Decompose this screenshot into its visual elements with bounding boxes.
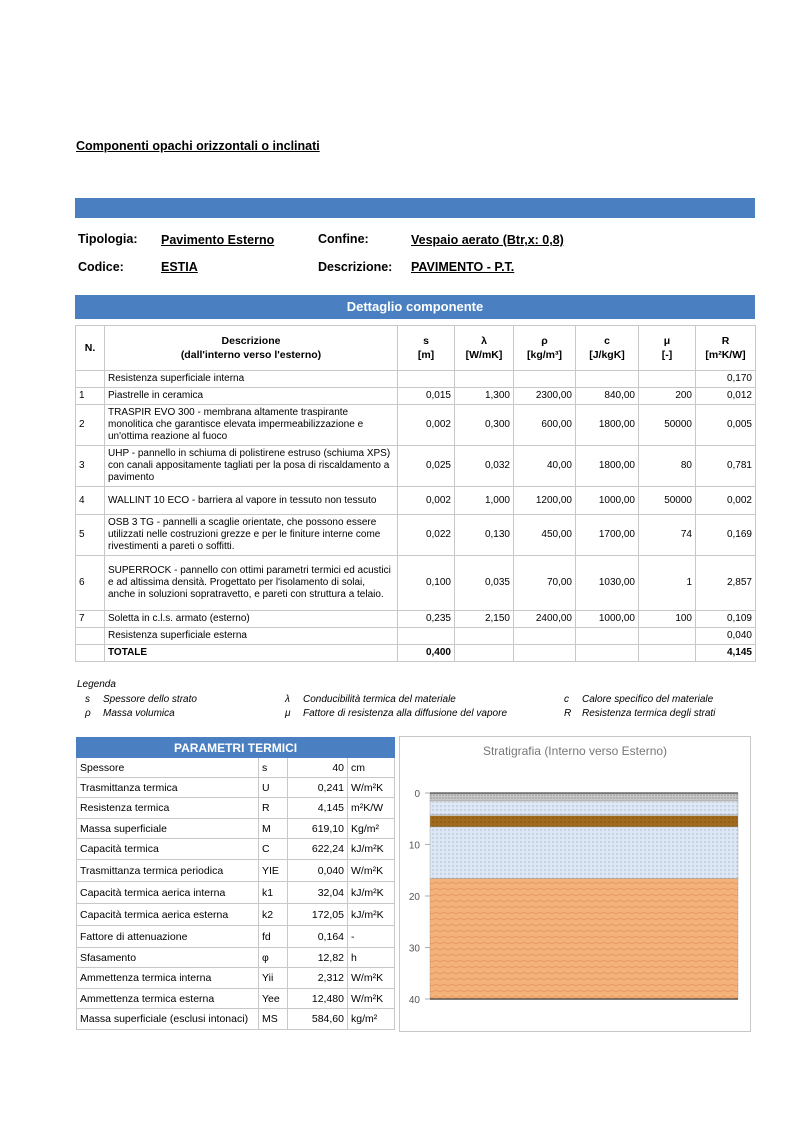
cell-rho bbox=[514, 628, 576, 645]
header-bar bbox=[75, 198, 755, 218]
legend-item bbox=[85, 694, 197, 705]
cell-descrizione: UHP - pannello in schiuma di polistirene estruso (schiuma XPS) con canali appositamente tagliati per la posa di riscaldamento a pavimento bbox=[105, 446, 398, 487]
param-value: 172,05 bbox=[288, 904, 348, 926]
cell-r: 0,169 bbox=[696, 515, 756, 556]
col-lambda: λ [W/mK] bbox=[455, 326, 514, 371]
param-value: 584,60 bbox=[288, 1009, 348, 1030]
cell-c: 1030,00 bbox=[576, 556, 639, 611]
layer-5 bbox=[430, 816, 738, 827]
param-unit: - bbox=[348, 926, 395, 948]
table-row bbox=[76, 405, 756, 446]
cell-c: 1000,00 bbox=[576, 611, 639, 628]
param-name: Fattore di attenuazione bbox=[77, 926, 259, 948]
param-row bbox=[77, 839, 395, 860]
cell-rho: 2300,00 bbox=[514, 388, 576, 405]
y-tick-label: 30 bbox=[408, 943, 420, 955]
cell-rho: 600,00 bbox=[514, 405, 576, 446]
table-header-row bbox=[76, 326, 756, 371]
cell-r: 2,857 bbox=[696, 556, 756, 611]
legend-item bbox=[85, 708, 175, 719]
cell-n bbox=[76, 371, 105, 388]
table-row bbox=[76, 446, 756, 487]
layer-1 bbox=[430, 793, 738, 801]
param-name: Spessore bbox=[77, 758, 259, 778]
legend-symbol: R bbox=[564, 708, 572, 719]
cell-s: 0,002 bbox=[398, 487, 455, 515]
cell-descrizione: WALLINT 10 ECO - barriera al vapore in tessuto non tessuto bbox=[105, 487, 398, 515]
cell-mu: 1 bbox=[639, 556, 696, 611]
param-row bbox=[77, 798, 395, 819]
y-tick-label: 10 bbox=[408, 840, 420, 852]
chart-svg bbox=[400, 737, 750, 1031]
param-row bbox=[77, 882, 395, 904]
param-value: 0,040 bbox=[288, 860, 348, 882]
cell-mu: 200 bbox=[639, 388, 696, 405]
layer-7 bbox=[430, 878, 738, 999]
param-value: 4,145 bbox=[288, 798, 348, 819]
param-name: Massa superficiale bbox=[77, 819, 259, 839]
codice-label: Codice: bbox=[78, 260, 124, 274]
cell-descrizione: Resistenza superficiale esterna bbox=[105, 628, 398, 645]
cell-n: 2 bbox=[76, 405, 105, 446]
param-symbol: R bbox=[259, 798, 288, 819]
y-tick-label: 40 bbox=[408, 995, 420, 1006]
cell-n: 4 bbox=[76, 487, 105, 515]
params-title: PARAMETRI TERMICI bbox=[77, 738, 395, 758]
param-row bbox=[77, 904, 395, 926]
param-row bbox=[77, 926, 395, 948]
param-symbol: U bbox=[259, 778, 288, 798]
layer-3 bbox=[430, 802, 738, 815]
param-symbol: YIE bbox=[259, 860, 288, 882]
codice-value: ESTIA bbox=[161, 260, 198, 274]
cell-c bbox=[576, 371, 639, 388]
tipologia-label: Tipologia: bbox=[78, 232, 138, 246]
cell-c bbox=[576, 645, 639, 662]
cell-c bbox=[576, 628, 639, 645]
legend-text: Spessore dello strato bbox=[103, 694, 197, 705]
legend-text: Resistenza termica degli strati bbox=[582, 708, 716, 719]
param-name: Capacità termica aerica esterna bbox=[77, 904, 259, 926]
y-tick-label: 0 bbox=[414, 789, 420, 800]
cell-n: 7 bbox=[76, 611, 105, 628]
param-value: 0,164 bbox=[288, 926, 348, 948]
cell-s: 0,022 bbox=[398, 515, 455, 556]
cell-descrizione: Piastrelle in ceramica bbox=[105, 388, 398, 405]
cell-lambda: 0,032 bbox=[455, 446, 514, 487]
param-symbol: Yii bbox=[259, 968, 288, 989]
table-row bbox=[76, 628, 756, 645]
table-row bbox=[76, 515, 756, 556]
param-row bbox=[77, 989, 395, 1009]
param-value: 622,24 bbox=[288, 839, 348, 860]
param-symbol: MS bbox=[259, 1009, 288, 1030]
param-symbol: s bbox=[259, 758, 288, 778]
param-name: Trasmittanza termica periodica bbox=[77, 860, 259, 882]
param-row bbox=[77, 1009, 395, 1030]
param-value: 12,82 bbox=[288, 948, 348, 968]
param-row bbox=[77, 948, 395, 968]
legend-text: Conducibilità termica del materiale bbox=[303, 694, 456, 705]
param-name: Trasmittanza termica bbox=[77, 778, 259, 798]
param-symbol: fd bbox=[259, 926, 288, 948]
cell-rho: 1200,00 bbox=[514, 487, 576, 515]
cell-rho: 70,00 bbox=[514, 556, 576, 611]
param-symbol: k2 bbox=[259, 904, 288, 926]
col-descrizione: Descrizione (dall'interno verso l'esterno) bbox=[105, 326, 398, 371]
param-unit: Kg/m² bbox=[348, 819, 395, 839]
cell-c: 1000,00 bbox=[576, 487, 639, 515]
table-row bbox=[76, 371, 756, 388]
param-name: Sfasamento bbox=[77, 948, 259, 968]
col-c: c [J/kgK] bbox=[576, 326, 639, 371]
col-s: s [m] bbox=[398, 326, 455, 371]
legend-item bbox=[285, 708, 507, 719]
param-unit: kJ/m²K bbox=[348, 839, 395, 860]
descrizione-value: PAVIMENTO - P.T. bbox=[411, 260, 515, 274]
stratigraphy-chart bbox=[399, 736, 751, 1032]
cell-descrizione: TRASPIR EVO 300 - membrana altamente traspirante monolitica che garantisce elevata impermeabilizzazione e un'ottima reazione al fuoco bbox=[105, 405, 398, 446]
cell-rho: 2400,00 bbox=[514, 611, 576, 628]
confine-label: Confine: bbox=[318, 232, 369, 246]
cell-c: 1700,00 bbox=[576, 515, 639, 556]
descrizione-label: Descrizione: bbox=[318, 260, 393, 274]
table-row bbox=[76, 487, 756, 515]
cell-descrizione: TOTALE bbox=[105, 645, 398, 662]
cell-r: 0,170 bbox=[696, 371, 756, 388]
y-tick-label: 20 bbox=[408, 892, 420, 903]
cell-s: 0,025 bbox=[398, 446, 455, 487]
legend-item bbox=[564, 708, 715, 719]
legend-text: Fattore di resistenza alla diffusione del vapore bbox=[303, 708, 508, 719]
cell-mu: 74 bbox=[639, 515, 696, 556]
param-row bbox=[77, 968, 395, 989]
params-table bbox=[76, 737, 395, 1030]
cell-c: 840,00 bbox=[576, 388, 639, 405]
param-value: 40 bbox=[288, 758, 348, 778]
cell-c: 1800,00 bbox=[576, 405, 639, 446]
param-unit: W/m²K bbox=[348, 778, 395, 798]
legend-symbol: s bbox=[85, 694, 90, 705]
cell-rho bbox=[514, 371, 576, 388]
cell-s bbox=[398, 628, 455, 645]
param-symbol: C bbox=[259, 839, 288, 860]
cell-descrizione: Soletta in c.l.s. armato (esterno) bbox=[105, 611, 398, 628]
cell-r: 0,040 bbox=[696, 628, 756, 645]
param-name: Massa superficiale (esclusi intonaci) bbox=[77, 1009, 259, 1030]
col-n: N. bbox=[76, 326, 105, 371]
param-unit: W/m²K bbox=[348, 989, 395, 1009]
cell-lambda: 1,000 bbox=[455, 487, 514, 515]
param-unit: h bbox=[348, 948, 395, 968]
legend-item bbox=[285, 694, 456, 705]
param-unit: W/m²K bbox=[348, 968, 395, 989]
col-mu: μ [-] bbox=[639, 326, 696, 371]
legend-item bbox=[564, 694, 713, 705]
param-unit: m²K/W bbox=[348, 798, 395, 819]
cell-s: 0,002 bbox=[398, 405, 455, 446]
table-row bbox=[76, 611, 756, 628]
cell-rho: 450,00 bbox=[514, 515, 576, 556]
cell-s: 0,235 bbox=[398, 611, 455, 628]
cell-r: 0,109 bbox=[696, 611, 756, 628]
cell-r: 0,781 bbox=[696, 446, 756, 487]
cell-s: 0,015 bbox=[398, 388, 455, 405]
param-value: 32,04 bbox=[288, 882, 348, 904]
legend-text: Calore specifico del materiale bbox=[582, 694, 714, 705]
cell-s: 0,400 bbox=[398, 645, 455, 662]
table-row bbox=[76, 556, 756, 611]
cell-mu: 80 bbox=[639, 446, 696, 487]
cell-mu bbox=[639, 371, 696, 388]
cell-c: 1800,00 bbox=[576, 446, 639, 487]
cell-descrizione: Resistenza superficiale interna bbox=[105, 371, 398, 388]
cell-n bbox=[76, 628, 105, 645]
cell-mu bbox=[639, 628, 696, 645]
tipologia-value: Pavimento Esterno bbox=[161, 233, 275, 247]
legend-symbol: c bbox=[564, 694, 569, 705]
param-unit: cm bbox=[348, 758, 395, 778]
cell-n: 3 bbox=[76, 446, 105, 487]
dettaglio-header: Dettaglio componente bbox=[75, 295, 755, 319]
cell-lambda: 0,035 bbox=[455, 556, 514, 611]
param-name: Capacità termica bbox=[77, 839, 259, 860]
param-symbol: φ bbox=[259, 948, 288, 968]
param-value: 12,480 bbox=[288, 989, 348, 1009]
param-name: Resistenza termica bbox=[77, 798, 259, 819]
param-value: 0,241 bbox=[288, 778, 348, 798]
legend-symbol: μ bbox=[285, 708, 291, 719]
cell-lambda bbox=[455, 628, 514, 645]
cell-r: 0,002 bbox=[696, 487, 756, 515]
cell-r: 4,145 bbox=[696, 645, 756, 662]
param-symbol: Yee bbox=[259, 989, 288, 1009]
cell-n: 1 bbox=[76, 388, 105, 405]
param-name: Ammettenza termica esterna bbox=[77, 989, 259, 1009]
param-name: Ammettenza termica interna bbox=[77, 968, 259, 989]
cell-r: 0,012 bbox=[696, 388, 756, 405]
cell-mu: 50000 bbox=[639, 405, 696, 446]
table-row bbox=[76, 645, 756, 662]
param-symbol: k1 bbox=[259, 882, 288, 904]
cell-mu bbox=[639, 645, 696, 662]
cell-n: 5 bbox=[76, 515, 105, 556]
col-rho: ρ [kg/m³] bbox=[514, 326, 576, 371]
param-row bbox=[77, 778, 395, 798]
cell-lambda: 1,300 bbox=[455, 388, 514, 405]
legend-text: Massa volumica bbox=[103, 708, 175, 719]
param-row bbox=[77, 860, 395, 882]
param-unit: kJ/m²K bbox=[348, 882, 395, 904]
chart-title: Stratigrafia (Interno verso Esterno) bbox=[482, 744, 668, 758]
cell-n bbox=[76, 645, 105, 662]
cell-mu: 100 bbox=[639, 611, 696, 628]
cell-r: 0,005 bbox=[696, 405, 756, 446]
param-row bbox=[77, 758, 395, 778]
cell-lambda bbox=[455, 371, 514, 388]
legend-symbol: ρ bbox=[85, 708, 91, 719]
cell-lambda: 0,130 bbox=[455, 515, 514, 556]
cell-s bbox=[398, 371, 455, 388]
cell-descrizione: OSB 3 TG - pannelli a scaglie orientate, che possono essere utilizzati nelle costruzioni grezze e per le finiture interne come rivestimenti a pareti o soffitti. bbox=[105, 515, 398, 556]
cell-n: 6 bbox=[76, 556, 105, 611]
param-value: 619,10 bbox=[288, 819, 348, 839]
param-unit: kJ/m²K bbox=[348, 904, 395, 926]
param-row bbox=[77, 819, 395, 839]
legend-symbol: λ bbox=[285, 694, 290, 705]
cell-s: 0,100 bbox=[398, 556, 455, 611]
param-symbol: M bbox=[259, 819, 288, 839]
layer-6 bbox=[430, 827, 738, 879]
cell-lambda bbox=[455, 645, 514, 662]
table-row bbox=[76, 388, 756, 405]
cell-rho: 40,00 bbox=[514, 446, 576, 487]
page-title: Componenti opachi orizzontali o inclinati bbox=[76, 139, 320, 153]
cell-rho bbox=[514, 645, 576, 662]
cell-lambda: 0,300 bbox=[455, 405, 514, 446]
cell-descrizione: SUPERROCK - pannello con ottimi parametri termici ed acustici e ad altissima densità. Progettato per l'isolamento di solai, anche in soluzioni sopratravetto, e pareti con struttura a telaio. bbox=[105, 556, 398, 611]
legend-title: Legenda bbox=[77, 679, 116, 690]
param-name: Capacità termica aerica interna bbox=[77, 882, 259, 904]
cell-lambda: 2,150 bbox=[455, 611, 514, 628]
cell-mu: 50000 bbox=[639, 487, 696, 515]
component-table bbox=[75, 325, 756, 662]
col-r: R [m²K/W] bbox=[696, 326, 756, 371]
param-unit: kg/m² bbox=[348, 1009, 395, 1030]
confine-value: Vespaio aerato (Btr,x: 0,8) bbox=[411, 233, 564, 247]
param-value: 2,312 bbox=[288, 968, 348, 989]
param-unit: W/m²K bbox=[348, 860, 395, 882]
